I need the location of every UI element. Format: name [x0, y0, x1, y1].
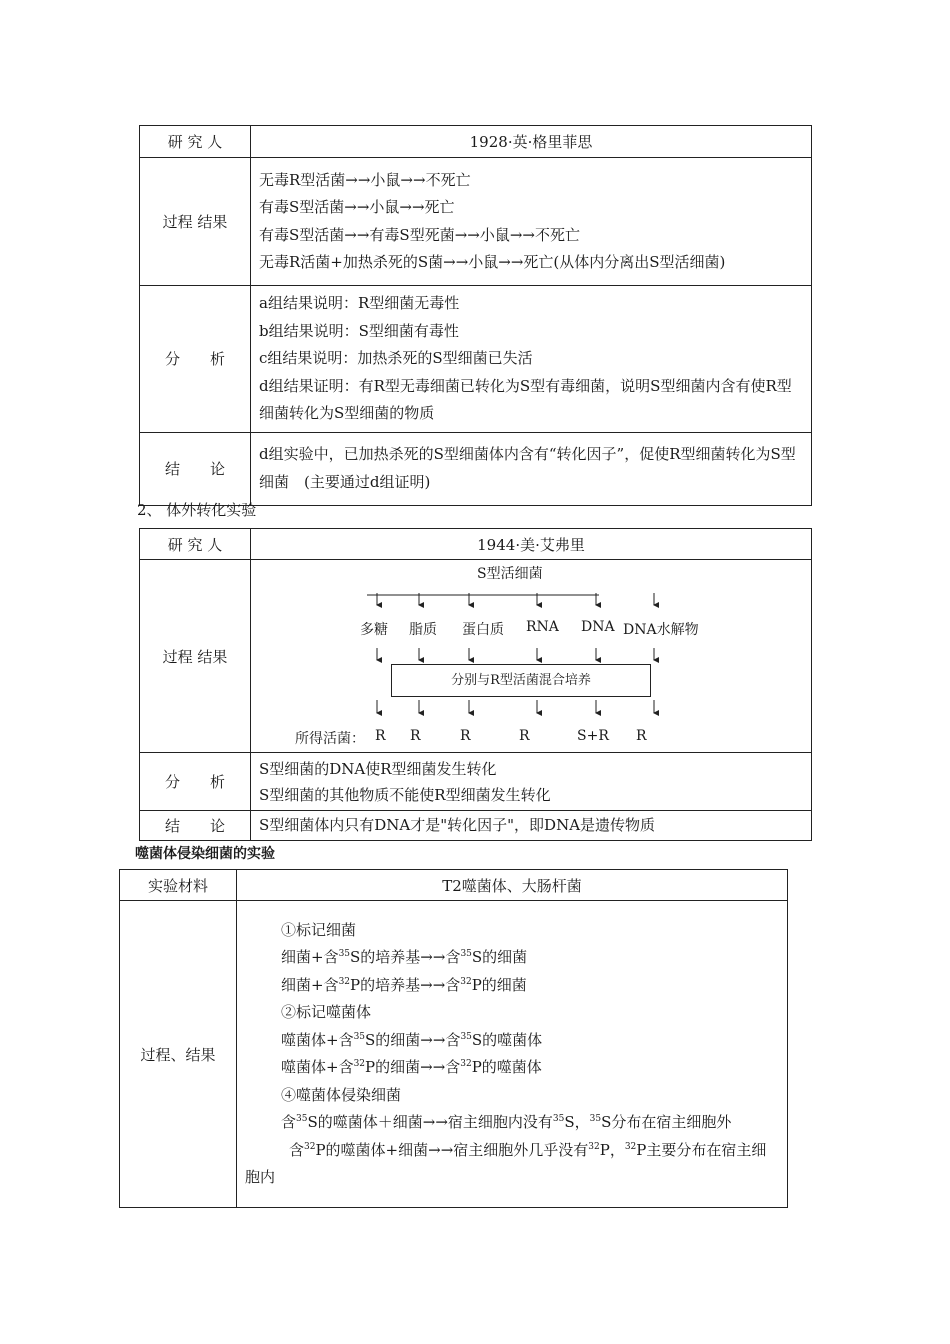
conclusion-cell — [251, 432, 812, 505]
step-line: 含$^{32}$P的噬菌体+细菌→→宿主细胞外几乎没有$^{32}$P，$^{32}$P主要分布在宿主细胞内 — [245, 1140, 767, 1186]
conclusion-cell — [251, 811, 812, 841]
conclusion-text: S型细菌体内只有DNA才是"转化因子"，即DNA是遗传物质 — [259, 815, 656, 834]
component-label: DNA — [581, 619, 615, 635]
griffith-table — [139, 125, 812, 506]
researcher-label: 研 究 人 — [140, 529, 251, 560]
avery-table — [139, 528, 812, 841]
results-prefix: 所得活菌： — [295, 731, 365, 747]
analysis-cell — [251, 753, 812, 811]
step-line: 细菌+含$^{32}$P的培养基→→含$^{32}$P的细菌 — [281, 975, 527, 994]
process-label: 过程 结果 — [140, 158, 251, 286]
component-label: 脂质 — [409, 622, 437, 638]
result-label: R — [375, 728, 386, 744]
material-label: 实验材料 — [120, 870, 237, 901]
analysis-line: c组结果说明：加热杀死的S型细菌已失活 — [259, 349, 533, 367]
researcher-value: 1928·英·格里菲思 — [251, 126, 812, 158]
mix-box: 分别与R型活菌混合培养 — [391, 664, 651, 697]
analysis-label: 分 析 — [140, 286, 251, 433]
conclusion-label: 结 论 — [140, 811, 251, 841]
step-line: 细菌+含$^{35}$S的培养基→→含$^{35}$S的细菌 — [281, 948, 528, 966]
step-line: 噬菌体+含$^{35}$S的细菌→→含$^{35}$S的噬菌体 — [281, 1030, 543, 1049]
diagram-lines — [251, 561, 811, 751]
process-line: 无毒R活菌+加热杀死的S菌→→小鼠→→死亡(从体内分离出S型活细菌) — [259, 253, 726, 271]
avery-diagram — [251, 561, 811, 751]
diagram-cell — [251, 560, 812, 753]
result-label: R — [410, 728, 421, 744]
conclusion-label: 结 论 — [140, 432, 251, 505]
component-label: 多糖 — [360, 622, 388, 638]
result-label: R — [519, 728, 530, 744]
step-line: 含$^{35}$S的噬菌体＋细菌→→宿主细胞内没有$^{35}$S，$^{35}$S分布在宿主细胞外 — [281, 1113, 732, 1131]
step-title: ①标记细菌 — [281, 920, 357, 939]
analysis-line: b组结果说明：S型细菌有毒性 — [259, 321, 459, 340]
process-line: 无毒R型活菌→→小鼠→→不死亡 — [259, 170, 471, 189]
component-label: DNA水解物 — [623, 622, 699, 638]
step-title: ④噬菌体侵染细菌 — [281, 1085, 402, 1104]
researcher-label: 研 究 人 — [140, 126, 251, 158]
step-line: 噬菌体+含$^{32}$P的细菌→→含$^{32}$P的噬菌体 — [281, 1058, 542, 1076]
result-label: S+R — [577, 728, 609, 744]
analysis-line: S型细菌的DNA使R型细菌发生转化 — [259, 759, 497, 778]
result-label: R — [636, 728, 647, 744]
process-line: 有毒S型活菌→→小鼠→→死亡 — [259, 198, 455, 216]
component-label: 蛋白质 — [462, 622, 504, 638]
phage-table — [119, 869, 788, 1208]
conclusion-text: d组实验中，已加热杀死的S型细菌体内含有“转化因子”，促使R型细菌转化为S型细菌 (主要通过d组证明) — [259, 445, 796, 491]
analysis-line: d组结果证明：有R型无毒细菌已转化为S型有毒细菌，说明S型细菌内含有使R型细菌转化为S型细菌的物质 — [259, 376, 792, 422]
process-cell — [251, 158, 812, 286]
process-label: 过程、结果 — [120, 901, 237, 1208]
component-label: RNA — [526, 619, 559, 635]
researcher-value: 1944·美·艾弗里 — [251, 529, 812, 560]
analysis-cell — [251, 286, 812, 433]
step-title: ②标记噬菌体 — [281, 1003, 372, 1021]
result-label: R — [460, 728, 471, 744]
process-line: 有毒S型活菌→→有毒S型死菌→→小鼠→→不死亡 — [259, 225, 580, 244]
section-title: 2、 体外转化实验 — [137, 501, 257, 519]
material-value: T2噬菌体、大肠杆菌 — [237, 870, 788, 901]
process-label: 过程 结果 — [140, 560, 251, 753]
analysis-line: S型细菌的其他物质不能使R型细菌发生转化 — [259, 785, 551, 804]
phage-heading: 噬菌体侵染细菌的实验 — [135, 846, 275, 862]
process-cell — [237, 901, 788, 1208]
analysis-line: a组结果说明：R型细菌无毒性 — [259, 294, 460, 312]
source-label: S型活细菌 — [477, 566, 543, 582]
analysis-label: 分 析 — [140, 753, 251, 811]
